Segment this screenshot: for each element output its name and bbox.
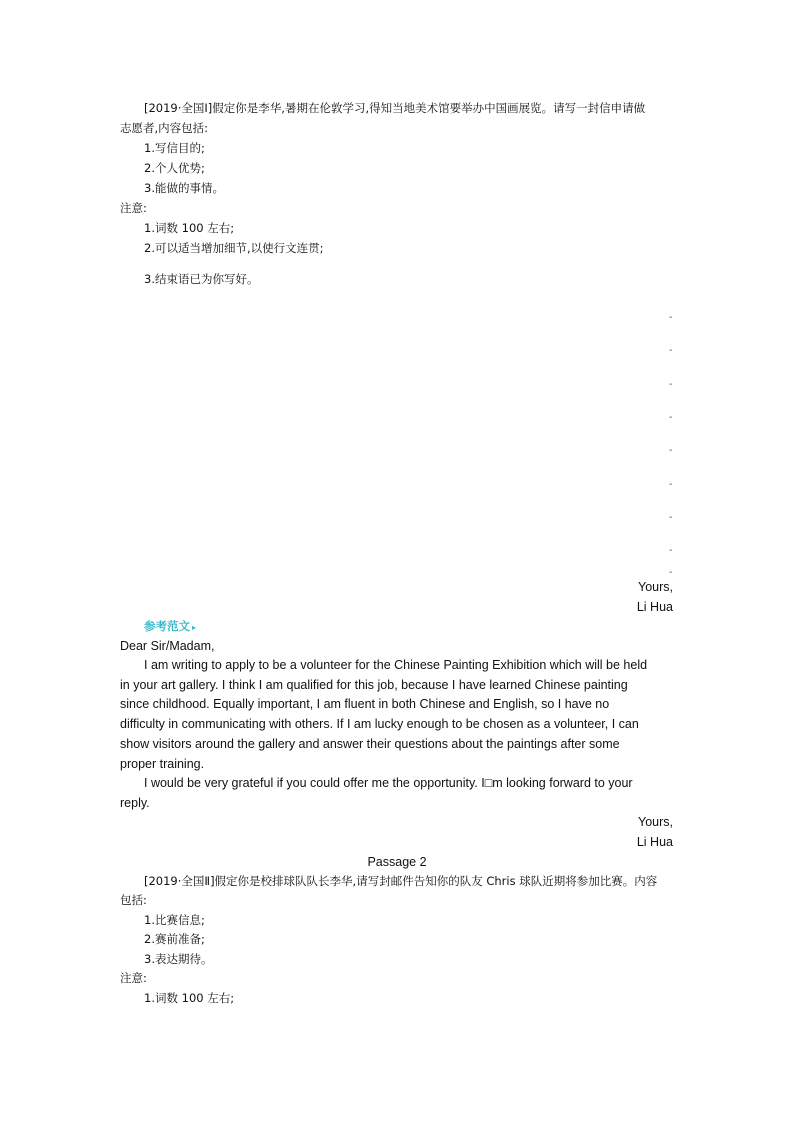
task1-prompt-line1: [2019·全国Ⅰ]假定你是李华,暑期在伦敦学习,得知当地美术馆要举办中国画展览。请写一封信申请做	[144, 101, 646, 115]
task1-item-2: 2.个人优势;	[144, 161, 205, 175]
blank-line-mark: -	[669, 412, 673, 423]
sample-line: I am writing to apply to be a volunteer for the Chinese Painting Exhibition which will be held	[144, 658, 648, 672]
sample-salutation: Dear Sir/Madam,	[120, 639, 215, 653]
blank-line-mark: -	[669, 479, 673, 490]
blank-line-mark: -	[669, 545, 673, 556]
task1-item-3: 3.能做的事情。	[144, 181, 224, 195]
blank-line-mark: -	[669, 445, 673, 456]
task1-prompt-line2: 志愿者,内容包括:	[120, 121, 209, 135]
sample-line: in your art gallery. I think I am qualified for this job, because I have learned Chinese painting	[120, 678, 628, 692]
passage2-notes-label: 注意:	[120, 971, 147, 985]
sample-line: I would be very grateful if you could offer me the opportunity. I□m looking forward to your	[144, 776, 633, 790]
passage2-prompt-line2: 包括:	[120, 893, 147, 907]
passage2-prompt-line1: [2019·全国Ⅱ]假定你是校排球队队长李华,请写封邮件告知你的队友 Chris 球队近期将参加比赛。内容	[144, 874, 658, 888]
sample-line: show visitors around the gallery and answer their questions about the paintings after some	[120, 737, 620, 751]
passage2-note-1: 1.词数 100 左右;	[144, 991, 235, 1005]
blank-line-mark: -	[669, 567, 673, 578]
task1-closing: Yours,	[638, 580, 673, 594]
sample-signature: Li Hua	[636, 835, 673, 849]
blank-line-mark: -	[669, 345, 673, 356]
task1-item-1: 1.写信目的;	[144, 141, 205, 155]
blank-line-mark: -	[669, 379, 673, 390]
sample-essay-label-text: 参考范文	[144, 619, 190, 633]
passage2-item-1: 1.比赛信息;	[144, 913, 205, 927]
passage2-item-2: 2.赛前准备;	[144, 932, 205, 946]
passage2-item-3: 3.表达期待。	[144, 952, 213, 966]
task1-note-3: 3.结束语已为你写好。	[144, 272, 259, 286]
task1-signature: Li Hua	[636, 600, 673, 614]
blank-line-mark: -	[669, 512, 673, 523]
task1-note-2: 2.可以适当增加细节,以使行文连贯;	[144, 241, 324, 255]
sample-line: reply.	[120, 796, 150, 810]
task1-note-1: 1.词数 100 左右;	[144, 221, 235, 235]
sample-line: difficulty in communicating with others. If I am lucky enough to be chosen as a volunteer, I can	[120, 717, 639, 731]
sample-line: proper training.	[120, 757, 205, 771]
passage2-heading: Passage 2	[367, 855, 427, 869]
task1-notes-label: 注意:	[120, 201, 147, 215]
triangle-marker-icon: ▸	[192, 623, 197, 632]
blank-line-mark: -	[669, 312, 673, 323]
sample-essay-label	[144, 619, 196, 635]
sample-line: since childhood. Equally important, I am fluent in both Chinese and English, so I have no	[120, 697, 610, 711]
sample-closing: Yours,	[638, 815, 673, 829]
